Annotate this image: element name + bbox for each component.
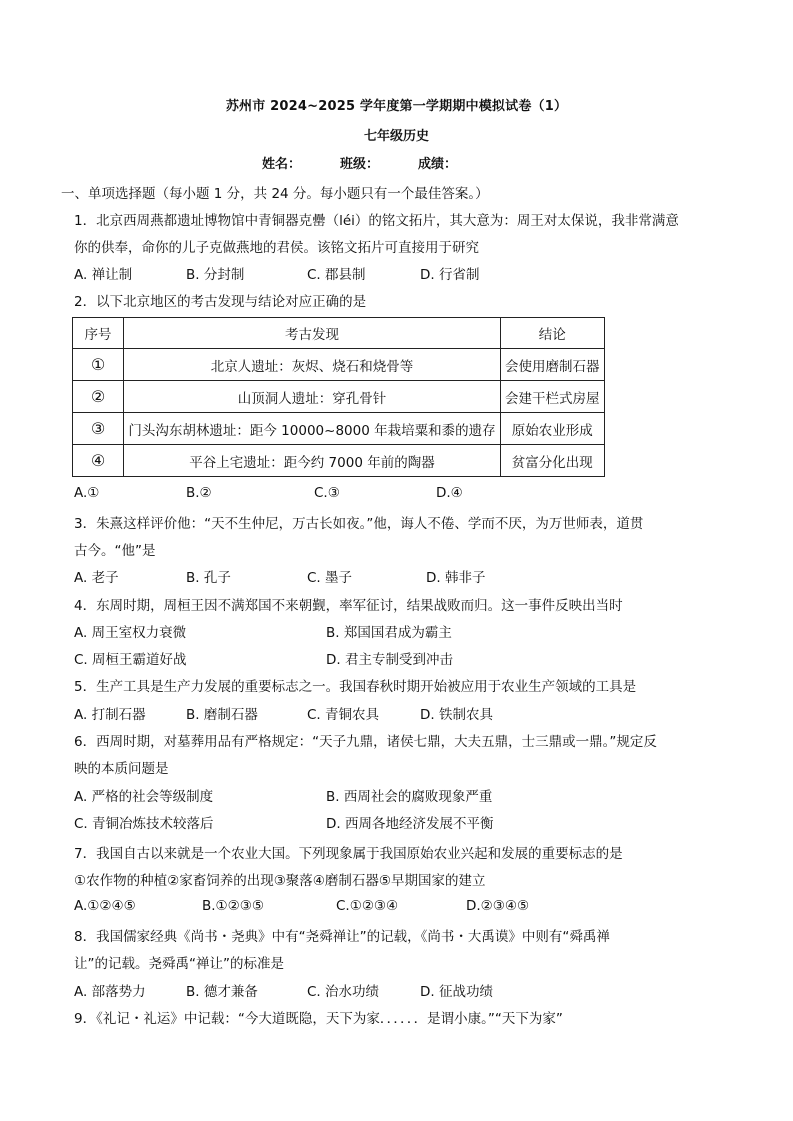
question-8-stem-line1: 8．我国儒家经典《尚书・尧典》中有“尧舜禅让”的记载，《尚书・大禹谟》中则有“舜禹禅 [74,929,610,945]
table-header-row [73,318,605,349]
question-4-option-a: A. 周王室权力衰微 [74,625,187,641]
question-1-option-b: B. 分封制 [186,267,245,283]
question-5-option-a: A. 打制石器 [74,707,146,723]
question-4-option-c: C. 周桓王霸道好战 [74,652,187,668]
question-7-option-a: A.①②④⑤ [74,898,136,914]
question-5-option-c: C. 青铜农具 [307,707,380,723]
question-4-option-b: B. 郑国国君成为霸主 [326,625,452,641]
question-7-option-b: B.①②③⑤ [202,898,264,914]
conclusion-cell: 原始农业形成 [501,413,605,445]
question-6-stem-line2: 映的本质问题是 [74,761,169,777]
question-7-option-d: D.②③④⑤ [466,898,530,914]
table-row [73,349,605,381]
question-8-stem-line2: 让”的记载。尧舜禹“禅让”的标准是 [74,956,284,972]
row-number-cell: ① [73,349,124,381]
question-4-stem: 4．东周时期，周桓王因不满郑国不来朝觐，率军征讨，结果战败而归。这一事件反映出当时 [74,598,623,614]
question-1-option-d: D. 行省制 [420,267,480,283]
question-2-stem: 2．以下北京地区的考古发现与结论对应正确的是 [74,294,367,310]
discovery-cell: 山顶洞人遗址：穿孔骨针 [124,381,501,413]
row-number-cell: ④ [73,445,124,477]
question-9-stem: 9．《礼记・礼运》中记载：“今大道既隐，天下为家．．．．．．是谓小康。”“天下为家” [74,1011,563,1027]
header-cell: 考古发现 [124,318,501,349]
question-8-option-a: A. 部落势力 [74,984,146,1000]
question-6-option-c: C. 青铜冶炼技术较落后 [74,816,214,832]
conclusion-cell: 会建干栏式房屋 [501,381,605,413]
row-number-cell: ② [73,381,124,413]
question-8-option-d: D. 征战功绩 [420,984,493,1000]
section-heading: 一、单项选择题（每小题 1 分，共 24 分。每小题只有一个最佳答案。） [61,186,489,202]
question-3-option-c: C. 墨子 [307,570,353,586]
question-2-option-c: C.③ [314,485,340,501]
question-2-option-d: D.④ [436,485,463,501]
question-7-option-c: C.①②③④ [336,898,399,914]
question-2-option-a: A.① [74,485,100,501]
discovery-cell: 北京人遗址：灰烬、烧石和烧骨等 [124,349,501,381]
question-5-option-b: B. 磨制石器 [186,707,258,723]
row-number-cell: ③ [73,413,124,445]
table-row [73,445,605,477]
question-7-stem-line2: ①农作物的种植②家畜饲养的出现③聚落④磨制石器⑤早期国家的建立 [74,873,486,889]
question-3-option-a: A. 老子 [74,570,119,586]
conclusion-cell: 贫富分化出现 [501,445,605,477]
question-5-option-d: D. 铁制农具 [420,707,493,723]
score-label: 成绩： [418,157,458,172]
question-7-stem-line1: 7．我国自古以来就是一个农业大国。下列现象属于我国原始农业兴起和发展的重要标志的是 [74,846,623,862]
exam-subtitle: 七年级历史 [363,129,429,144]
archaeology-table [72,317,605,477]
question-4-option-d: D. 君主专制受到冲击 [326,652,453,668]
question-2-option-b: B.② [186,485,212,501]
question-1-option-c: C. 郡县制 [307,267,366,283]
question-1-stem-line1: 1．北京西周燕都遗址博物馆中青铜器克罍（léi）的铭文拓片，其大意为：周王对太保说，我非常满意 [74,213,679,229]
discovery-cell: 平谷上宅遗址：距今约 7000 年前的陶器 [124,445,501,477]
discovery-cell: 门头沟东胡林遗址：距今 10000~8000 年栽培粟和黍的遗存 [124,413,501,445]
question-1-option-a: A. 禅让制 [74,267,133,283]
question-6-option-b: B. 西周社会的腐败现象严重 [326,789,493,805]
name-label: 姓名： [262,157,302,172]
question-3-option-b: B. 孔子 [186,570,231,586]
table-row [73,413,605,445]
question-3-stem-line2: 古今。“他”是 [74,543,156,559]
student-info-line [262,153,457,172]
header-cell: 序号 [73,318,124,349]
question-1-stem-line2: 你的供奉，命你的儿子克做燕地的君侯。该铭文拓片可直接用于研究 [74,240,479,256]
class-label: 班级： [340,157,380,172]
question-8-option-c: C. 治水功绩 [307,984,380,1000]
header-cell: 结论 [501,318,605,349]
question-8-option-b: B. 德才兼备 [186,984,258,1000]
question-5-stem: 5．生产工具是生产力发展的重要标志之一。我国春秋时期开始被应用于农业生产领域的工具是 [74,679,637,695]
table-row [73,381,605,413]
exam-title: 苏州市 2024~2025 学年度第一学期期中模拟试卷（1） [225,99,568,114]
question-3-stem-line1: 3．朱熹这样评价他：“天不生仲尼，万古长如夜。”他，诲人不倦、学而不厌，为万世师表，道贯 [74,516,644,532]
question-6-stem-line1: 6．西周时期，对墓葬用品有严格规定：“天子九鼎，诸侯七鼎，大夫五鼎，士三鼎或一鼎。”规定反 [74,734,657,750]
question-6-option-d: D. 西周各地经济发展不平衡 [326,816,494,832]
question-6-option-a: A. 严格的社会等级制度 [74,789,214,805]
conclusion-cell: 会使用磨制石器 [501,349,605,381]
question-3-option-d: D. 韩非子 [426,570,486,586]
